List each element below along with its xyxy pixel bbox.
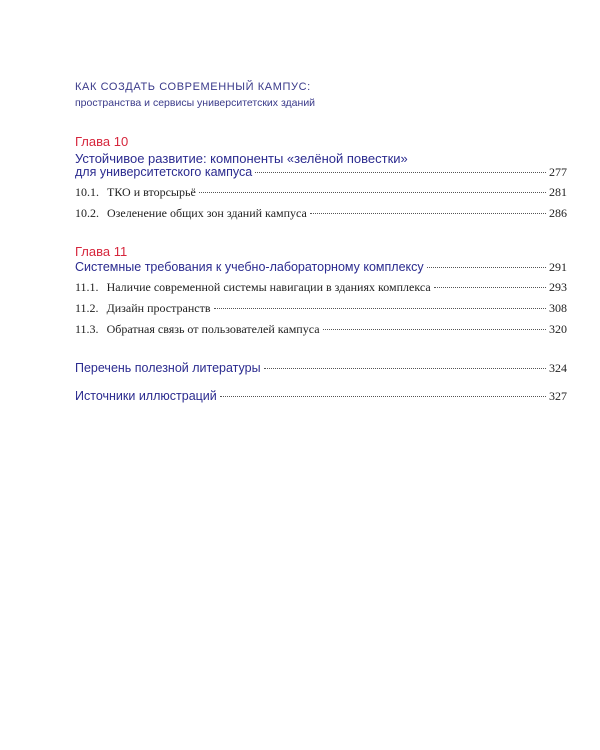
page-number: 327 [549, 389, 567, 403]
appendix-title: Источники иллюстраций [75, 389, 217, 403]
toc-entry-10-2[interactable] [75, 206, 567, 222]
dot-leader [255, 172, 546, 173]
section-number: 10.1. [75, 185, 99, 199]
toc-entry-11-2[interactable] [75, 301, 567, 317]
section-number: 11.2. [75, 301, 99, 315]
dot-leader [214, 308, 546, 309]
dot-leader [220, 396, 546, 397]
page-number: 291 [549, 260, 567, 274]
page-number: 286 [549, 206, 567, 220]
section-title: Дизайн пространств [106, 301, 211, 315]
chapter-10-title-continued: для университетского кампуса [75, 165, 253, 179]
toc-entry-11-1[interactable] [75, 280, 567, 296]
dot-leader [310, 213, 546, 214]
dot-leader [264, 368, 546, 369]
running-header-subtitle: пространства и сервисы университетских зданий [75, 97, 316, 109]
section-title: Озеленение общих зон зданий кампуса [107, 206, 307, 220]
dot-leader [199, 192, 546, 193]
toc-entry-illustration-sources[interactable] [75, 389, 567, 405]
running-header-title: КАК СОЗДАТЬ СОВРЕМЕННЫЙ КАМПУС: [75, 81, 311, 93]
page-number: 277 [549, 165, 567, 179]
section-number: 10.2. [75, 206, 99, 220]
toc-entry-bibliography[interactable] [75, 361, 567, 377]
dot-leader [323, 329, 546, 330]
page-number: 281 [549, 185, 567, 199]
chapter-11-label: Глава 11 [75, 244, 128, 259]
chapter-10-label: Глава 10 [75, 134, 129, 149]
chapter-11-title: Системные требования к учебно-лабораторному комплексу [75, 260, 424, 274]
chapter-10-title[interactable]: Устойчивое развитие: компоненты «зелёной повестки» [75, 151, 408, 166]
section-title: Обратная связь от пользователей кампуса [106, 322, 320, 336]
appendix-title: Перечень полезной литературы [75, 361, 261, 375]
page-number: 320 [549, 322, 567, 336]
section-title: ТКО и вторсырьё [107, 185, 196, 199]
toc-entry-10-1[interactable] [75, 185, 567, 201]
section-number: 11.1. [75, 280, 99, 294]
page-number: 293 [549, 280, 567, 294]
toc-entry-11-3[interactable] [75, 322, 567, 338]
section-number: 11.3. [75, 322, 99, 336]
page-number: 308 [549, 301, 567, 315]
toc-entry-chapter-11[interactable] [75, 260, 567, 276]
page-number: 324 [549, 361, 567, 375]
dot-leader [434, 287, 546, 288]
dot-leader [427, 267, 546, 268]
toc-entry-chapter-10[interactable] [75, 165, 567, 181]
section-title: Наличие современной системы навигации в зданиях комплекса [106, 280, 431, 294]
